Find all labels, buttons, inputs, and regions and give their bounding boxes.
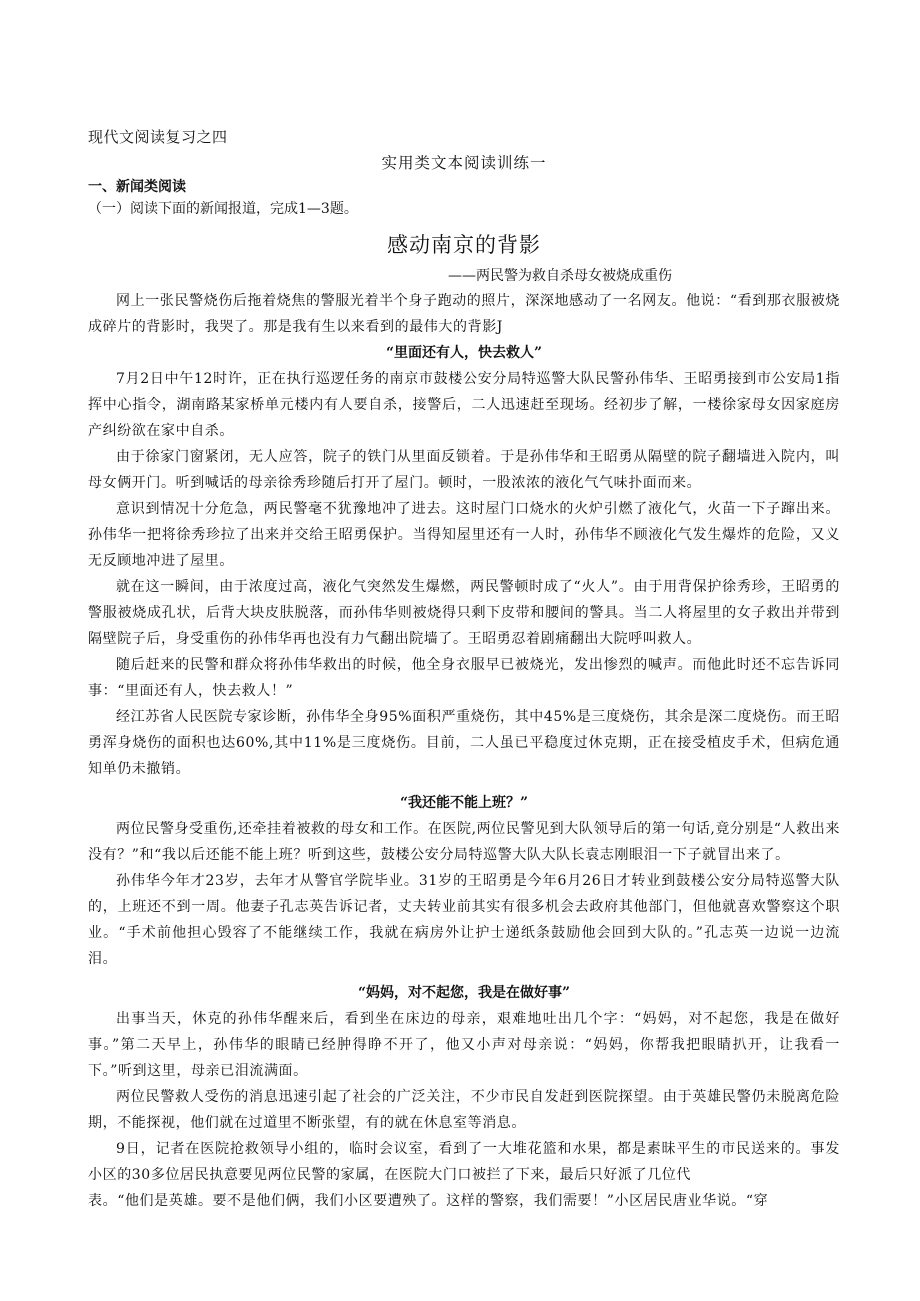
paragraph: 意识到情况十分危急，两民警毫不犹豫地冲了进去。这时屋门口烧水的火炉引燃了液化气，火苗一下子蹿出来。孙伟华一把将徐秀珍拉了出来并交给王昭勇保护。当得知屋里还有一人时，孙伟华不顾液化气发生爆炸的危险，又义无反顾地冲进了屋里。 xyxy=(88,501,840,569)
reading-instruction: （一）阅读下面的新闻报道，完成1—3题。 xyxy=(88,201,358,217)
series-title: 现代文阅读复习之四 xyxy=(88,128,228,146)
paragraph: 出事当天，休克的孙伟华醒来后，看到坐在床边的母亲，艰难地吐出几个字：“妈妈，对不起您，我是在做好事。”第二天早上，孙伟华的眼睛已经肿得睁不开了，他又小声对母亲说：“妈妈，你帮我把眼睛扒开，让我看一下。”听到这里，母亲已泪流满面。 xyxy=(88,1011,840,1079)
subhead-mother: “妈妈，对不起您，我是在做好事” xyxy=(357,985,571,1001)
paragraph: 经江苏省人民医院专家诊断，孙伟华全身95%面积严重烧伤，其中45%是三度烧伤，其余是深二度烧伤。而王昭勇浑身烧伤的面积也达60%,其中11%是三度烧伤。目前，二人虽已平稳度过休克期，正在接受植皮手术，但病危通知单仍未撤销。 xyxy=(88,709,840,777)
article-subtitle: ——两民警为救自杀母女被烧成重伤 xyxy=(448,268,672,284)
paragraph: 7月2日中午12时许，正在执行巡逻任务的南京市鼓楼公安分局特巡警大队民警孙伟华、王昭勇接到市公安局1指挥中心指令，湖南路某家桥单元楼内有人要自杀，接警后，二人迅速赶至现场。经初步了解，一楼徐家母女因家庭房产纠纷欲在家中自杀。 xyxy=(88,371,840,439)
subject-title: 实用类文本阅读训练一 xyxy=(381,154,547,172)
article-title: 感动南京的背影 xyxy=(387,233,541,257)
paragraph: 孙伟华今年才23岁，去年才从警官学院毕业。31岁的王昭勇是今年6月26日才转业到鼓楼公安分局特巡警大队的，上班还不到一周。他妻子孔志英告诉记者，丈夫转业前其实有很多机会去政府其他部门，但他就喜欢警察这个职业。“手术前他担心毁容了不能继续工作，我就在病房外让护士递纸条鼓励他会回到大队的。”孔志英一边说一边流泪。 xyxy=(88,873,840,967)
paragraph: 两位民警身受重伤,还牵挂着被救的母女和工作。在医院,两位民警见到大队领导后的第一句话,竟分别是“人救出来没有？”和“我以后还能不能上班？听到这些，鼓楼公安分局特巡警大队大队长袁志刚眼泪一下子就冒出来了。 xyxy=(88,821,840,863)
paragraph: 由于徐家门窗紧闭，无人应答，院子的铁门从里面反锁着。于是孙伟华和王昭勇从隔壁的院子翻墙进入院内，叫母女俩开门。听到喊话的母亲徐秀珍随后打开了屋门。顿时，一股浓浓的液化气气味扑面而来。 xyxy=(88,449,840,491)
paragraph-continuation: 表。“他们是英雄。要不是他们俩，我们小区要遭殃了。这样的警察，我们需要！”小区居民唐业华说。“穿 xyxy=(88,1193,769,1209)
lead-paragraph: 网上一张民警烧伤后拖着烧焦的警服光着半个身子跑动的照片，深深地感动了一名网友。他说：“看到那衣服被烧成碎片的背影时，我哭了。那是我有生以来看到的最伟大的背影J xyxy=(88,293,840,335)
paragraph: 两位民警救人受伤的消息迅速引起了社会的广泛关注，不少市民自发赶到医院探望。由于英雄民警仍未脱离危险期，不能探视，他们就在过道里不断张望，有的就在休息室等消息。 xyxy=(88,1089,840,1131)
document-page xyxy=(88,124,840,1214)
paragraph: 9日，记者在医院抢救领导小组的，临时会议室，看到了一大堆花篮和水果，都是素昧平生的市民送来的。事发小区的30多位居民执意要见两位民警的家属，在医院大门口被拦了下来，最后只好派了几位代 xyxy=(88,1141,840,1183)
subhead-rescue: “里面还有人，快去救人” xyxy=(385,345,543,361)
subhead-work: “我还能不能上班？” xyxy=(399,795,529,811)
paragraph: 就在这一瞬间，由于浓度过高，液化气突然发生爆燃，两民警顿时成了“火人”。由于用背保护徐秀珍，王昭勇的警服被烧成孔状，后背大块皮肤脱落，而孙伟华则被烧得只剩下皮带和腰间的警具。当二人将屋里的女子救出并带到隔壁院子后，身受重伤的孙伟华再也没有力气翻出院墙了。王昭勇忍着剧痛翻出大院呼叫救人。 xyxy=(88,579,840,647)
section-heading: 一、新闻类阅读 xyxy=(88,179,186,195)
paragraph: 随后赶来的民警和群众将孙伟华救出的时候，他全身衣服早已被烧光，发出惨烈的喊声。而他此时还不忘告诉同事：“里面还有人，快去救人！” xyxy=(88,657,840,699)
